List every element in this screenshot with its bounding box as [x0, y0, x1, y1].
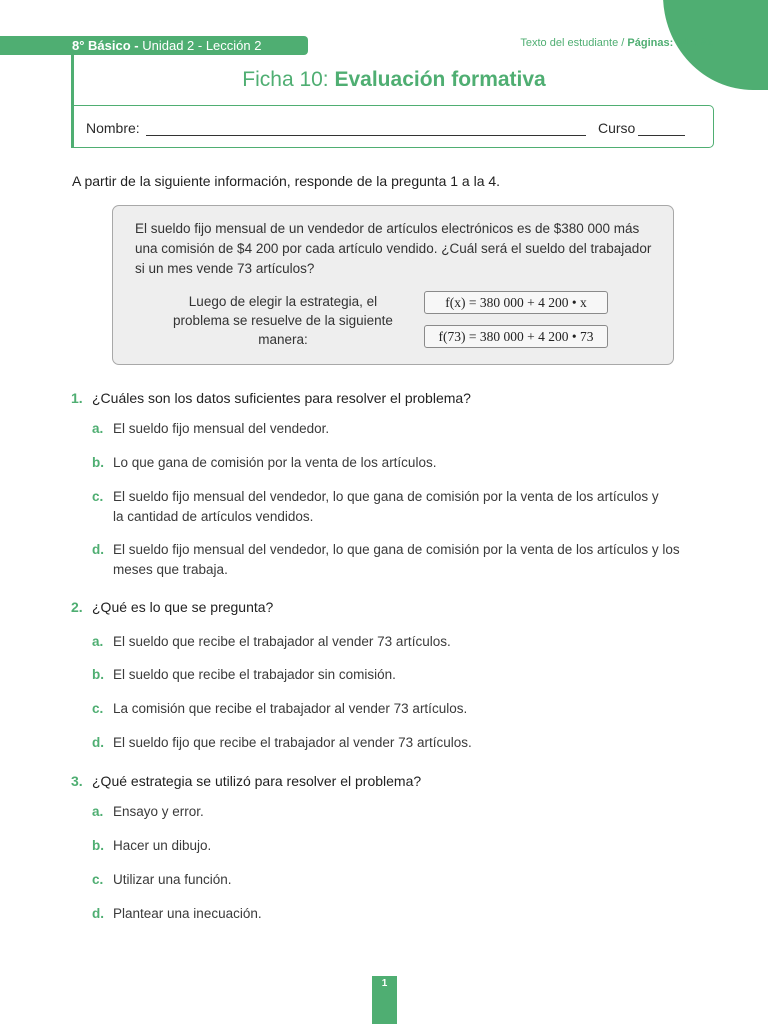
option-letter: b.: [92, 455, 104, 470]
question-text: ¿Qué estrategia se utilizó para resolver el problema?: [92, 773, 422, 789]
question-1: [71, 390, 471, 406]
option-text: El sueldo fijo mensual del vendedor, lo que gana de comisión por la venta de los artículos y los meses que trabaja.: [113, 542, 680, 577]
option-3c[interactable]: [92, 870, 692, 890]
option-text: El sueldo fijo mensual del vendedor, lo que gana de comisión por la venta de los artículos y la cantidad de artículos vendidos.: [113, 489, 659, 524]
question-number: 2.: [71, 599, 83, 615]
option-letter: c.: [92, 701, 104, 716]
option-1b[interactable]: [92, 453, 692, 473]
option-3a[interactable]: [92, 802, 692, 822]
option-text: Utilizar una función.: [113, 872, 232, 887]
option-letter: a.: [92, 634, 104, 649]
student-info-box: [74, 105, 714, 148]
option-letter: b.: [92, 667, 104, 682]
unit-lesson-label: Unidad 2 - Lección 2: [138, 38, 262, 53]
option-letter: d.: [92, 542, 104, 557]
option-text: El sueldo fijo que recibe el trabajador al vender 73 artículos.: [113, 735, 472, 750]
page-title: [74, 68, 714, 92]
question-number: 3.: [71, 773, 83, 789]
question-text: ¿Qué es lo que se pregunta?: [92, 599, 274, 615]
option-text: Plantear una inecuación.: [113, 906, 262, 921]
instructions: A partir de la siguiente información, responde de la pregunta 1 a la 4.: [72, 173, 501, 189]
question-number: 1.: [71, 390, 83, 406]
page-number-tab: [372, 976, 397, 1024]
option-letter: a.: [92, 804, 104, 819]
option-2b[interactable]: [92, 665, 692, 685]
option-text: Ensayo y error.: [113, 804, 204, 819]
option-1d[interactable]: [92, 540, 692, 580]
lesson-header: [0, 36, 308, 55]
question-3: [71, 773, 421, 789]
option-1c[interactable]: [92, 487, 662, 527]
question-text: ¿Cuáles son los datos suficientes para resolver el problema?: [92, 390, 471, 406]
option-2d[interactable]: [92, 733, 692, 753]
formula-evaluated: f(73) = 380 000 + 4 200 • 73: [424, 325, 608, 348]
name-field-line[interactable]: [146, 135, 586, 136]
title-main: Evaluación formativa: [334, 68, 546, 91]
formula-general: f(x) = 380 000 + 4 200 • x: [424, 291, 608, 314]
option-letter: c.: [92, 489, 104, 504]
title-prefix: Ficha 10:: [242, 68, 335, 91]
problem-statement: El sueldo fijo mensual de un vendedor de artículos electrónicos es de $380 000 más una comisión de $4 200 por cada artículo vendido. ¿Cuál será el sueldo del trabajador si un mes vende 73 artículos?: [135, 221, 652, 276]
question-2: [71, 599, 273, 615]
option-letter: b.: [92, 838, 104, 853]
option-letter: c.: [92, 872, 104, 887]
option-text: El sueldo que recibe el trabajador al vender 73 artículos.: [113, 634, 451, 649]
name-label: Nombre:: [86, 120, 140, 136]
option-text: El sueldo que recibe el trabajador sin comisión.: [113, 667, 396, 682]
option-letter: d.: [92, 735, 104, 750]
option-text: Hacer un dibujo.: [113, 838, 212, 853]
page-reference: [520, 37, 713, 49]
pages-label: Páginas: 64 a 81: [627, 37, 713, 49]
option-2a[interactable]: [92, 632, 692, 652]
page-number: 1: [381, 978, 388, 989]
option-1a[interactable]: [92, 419, 692, 439]
grade-label: 8° Básico -: [72, 38, 139, 53]
option-letter: a.: [92, 421, 104, 436]
course-field-line[interactable]: [638, 135, 685, 136]
option-text: La comisión que recibe el trabajador al vender 73 artículos.: [113, 701, 468, 716]
option-3b[interactable]: [92, 836, 692, 856]
option-letter: d.: [92, 906, 104, 921]
course-label: Curso: [598, 120, 636, 136]
strategy-text: Luego de elegir la estrategia, el problema se resuelve de la siguiente manera:: [173, 294, 393, 347]
option-text: El sueldo fijo mensual del vendedor.: [113, 421, 330, 436]
option-text: Lo que gana de comisión por la venta de los artículos.: [113, 455, 437, 470]
option-2c[interactable]: [92, 699, 692, 719]
problem-box: [112, 205, 674, 365]
option-3d[interactable]: [92, 904, 692, 924]
source-label: Texto del estudiante /: [520, 37, 628, 49]
